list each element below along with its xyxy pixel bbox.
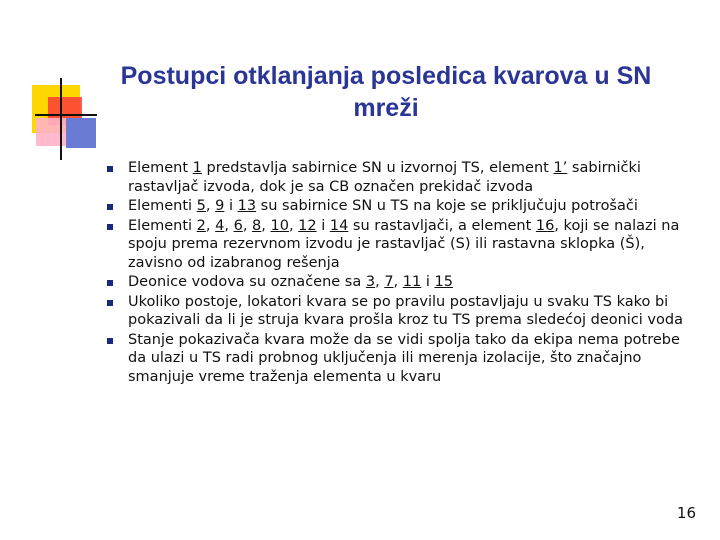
element-number: 7 bbox=[384, 274, 394, 290]
element-number: 5 bbox=[196, 198, 206, 214]
bullet-marker-icon bbox=[107, 204, 113, 210]
bullet-marker-icon bbox=[107, 280, 113, 286]
bullet-marker-icon bbox=[107, 300, 113, 306]
bullet-marker-icon bbox=[107, 224, 113, 230]
bullet-text: su rastavljači, a element bbox=[348, 217, 536, 234]
element-number: 13 bbox=[237, 198, 257, 214]
bullet-item bbox=[110, 217, 695, 273]
bullet-marker-icon bbox=[107, 166, 113, 172]
bullet-list bbox=[110, 159, 695, 387]
bullet-text: , bbox=[242, 217, 253, 234]
element-number: 8 bbox=[252, 217, 262, 234]
bullet-text: , bbox=[393, 274, 403, 290]
element-number: 16 bbox=[535, 217, 555, 234]
bullet-text: sabirnički rastavljač izvoda, dok je sa CB označen prekidač izvoda bbox=[128, 160, 641, 195]
element-number: 1’ bbox=[553, 160, 568, 176]
bullet-marker-icon bbox=[107, 338, 113, 344]
bullet-item bbox=[110, 159, 695, 196]
element-number: 9 bbox=[215, 198, 225, 214]
bullet-text: , bbox=[375, 274, 385, 290]
slide-title: Postupci otklanjanja posledica kvarova u SN mreži bbox=[120, 62, 652, 122]
decor-square-blue bbox=[66, 118, 96, 148]
bullet-item bbox=[110, 331, 695, 387]
page-number: 16 bbox=[676, 504, 696, 522]
bullet-item bbox=[110, 273, 695, 292]
bullet-text: Elementi bbox=[128, 198, 197, 214]
bullet-text: Element bbox=[128, 160, 193, 176]
element-number: 4 bbox=[215, 217, 225, 234]
bullet-text: Elementi bbox=[128, 217, 197, 234]
element-number: 14 bbox=[329, 217, 349, 234]
bullet-text: , koji se nalazi na spoju prema rezervnom izvodu je rastavljač (S) ili rastavna sklopka (Š), zavisno od izabranog rešenja bbox=[128, 217, 680, 271]
element-number: 2 bbox=[196, 217, 206, 234]
bullet-text: i bbox=[421, 274, 435, 290]
decor-line-vertical bbox=[60, 78, 62, 160]
bullet-text: , bbox=[224, 217, 234, 234]
bullet-text: Stanje pokazivača kvara može da se vidi spolja tako da ekipa nema potrebe da ulazi u TS radi probnog uključenja ili merenja izolacije, što značajno smanjuje vreme traženja elementa u kvaru bbox=[128, 331, 680, 385]
bullet-text: su sabirnice SN u TS na koje se priključuju potrošači bbox=[256, 198, 638, 214]
element-number: 10 bbox=[270, 217, 289, 234]
bullet-text: Deonice vodova su označene sa bbox=[128, 274, 366, 290]
bullet-text: Ukoliko postoje, lokatori kvara se po pravilu postavljaju u svaku TS kako bi pokazivali da li je struja kvara prošla kroz tu TS prema sledećoj deonici voda bbox=[128, 293, 683, 328]
element-number: 6 bbox=[233, 217, 243, 234]
bullet-text: , bbox=[288, 217, 299, 234]
element-number: 3 bbox=[365, 274, 376, 290]
element-number: 1 bbox=[192, 160, 202, 176]
bullet-text: , bbox=[261, 217, 271, 234]
bullet-item bbox=[110, 197, 695, 216]
bullet-item bbox=[110, 293, 695, 330]
bullet-text: , bbox=[205, 217, 216, 234]
bullet-text: , bbox=[205, 198, 216, 214]
element-number: 15 bbox=[434, 274, 453, 290]
decor-line-horizontal bbox=[35, 114, 97, 116]
bullet-text: i bbox=[224, 198, 238, 214]
bullet-text: predstavlja sabirnice SN u izvornoj TS, element bbox=[201, 160, 554, 176]
element-number: 12 bbox=[298, 217, 317, 234]
bullet-text: i bbox=[316, 217, 330, 234]
element-number: 11 bbox=[402, 274, 422, 290]
